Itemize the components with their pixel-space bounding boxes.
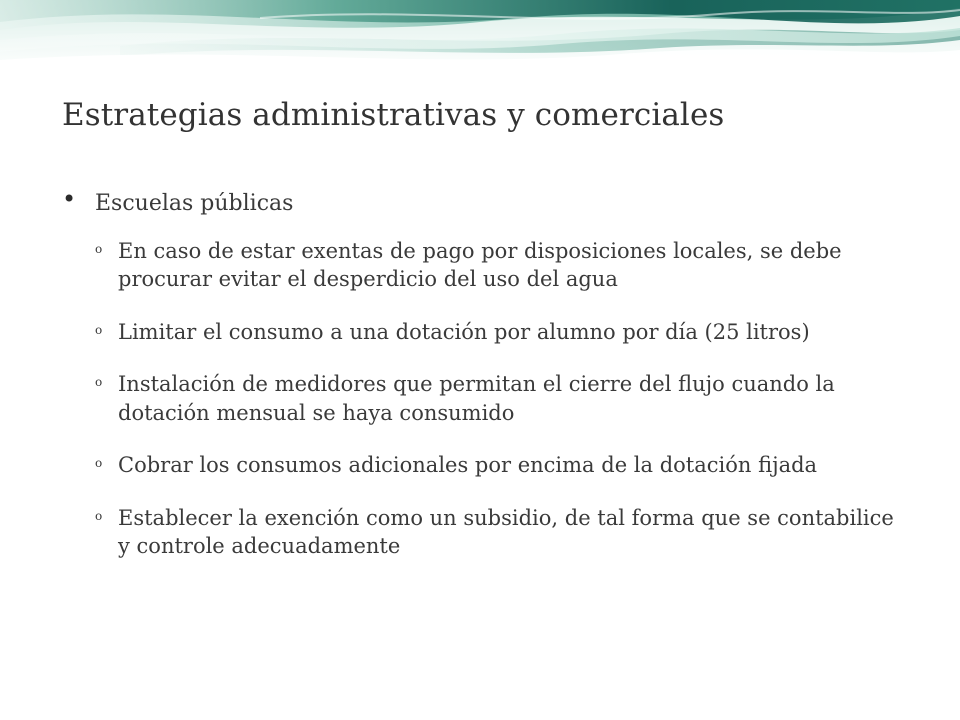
sub-bullet-text: Limitar el consumo a una dotación por alumno por día (25 litros) xyxy=(118,319,810,344)
sub-bullet-item xyxy=(95,504,912,561)
sub-bullet-marker: o xyxy=(95,241,103,256)
bullet-marker: • xyxy=(62,185,77,213)
sub-bullet-marker: o xyxy=(95,456,103,471)
sub-bullet-item xyxy=(95,451,912,480)
sub-bullet-text: Instalación de medidores que permitan el cierre del flujo cuando la dotación mensual se haya consumido xyxy=(118,372,835,425)
sub-bullet-text: En caso de estar exentas de pago por disposiciones locales, se debe procurar evitar el desperdicio del uso del agua xyxy=(118,238,842,292)
sub-bullet-text: Establecer la exención como un subsidio, de tal forma que se contabilice y controle adecuadamente xyxy=(118,505,894,559)
sub-bullet-list xyxy=(95,237,912,561)
bullet-list-level1 xyxy=(62,185,912,561)
sub-bullet-item xyxy=(95,370,912,427)
decorative-wave-graphic xyxy=(0,0,960,72)
main-content-area xyxy=(62,185,912,585)
sub-bullet-item xyxy=(95,237,912,294)
sub-bullet-marker: o xyxy=(95,375,103,390)
sub-bullet-text: Cobrar los consumos adicionales por encima de la dotación fijada xyxy=(118,453,818,478)
sub-bullet-item xyxy=(95,318,912,347)
bullet-text: Escuelas públicas xyxy=(95,191,294,216)
bullet-item xyxy=(62,185,912,561)
slide-title: Estrategias administrativas y comerciales xyxy=(62,97,725,133)
sub-bullet-marker: o xyxy=(95,322,103,337)
header-banner xyxy=(0,0,960,72)
sub-bullet-marker: o xyxy=(95,508,103,523)
